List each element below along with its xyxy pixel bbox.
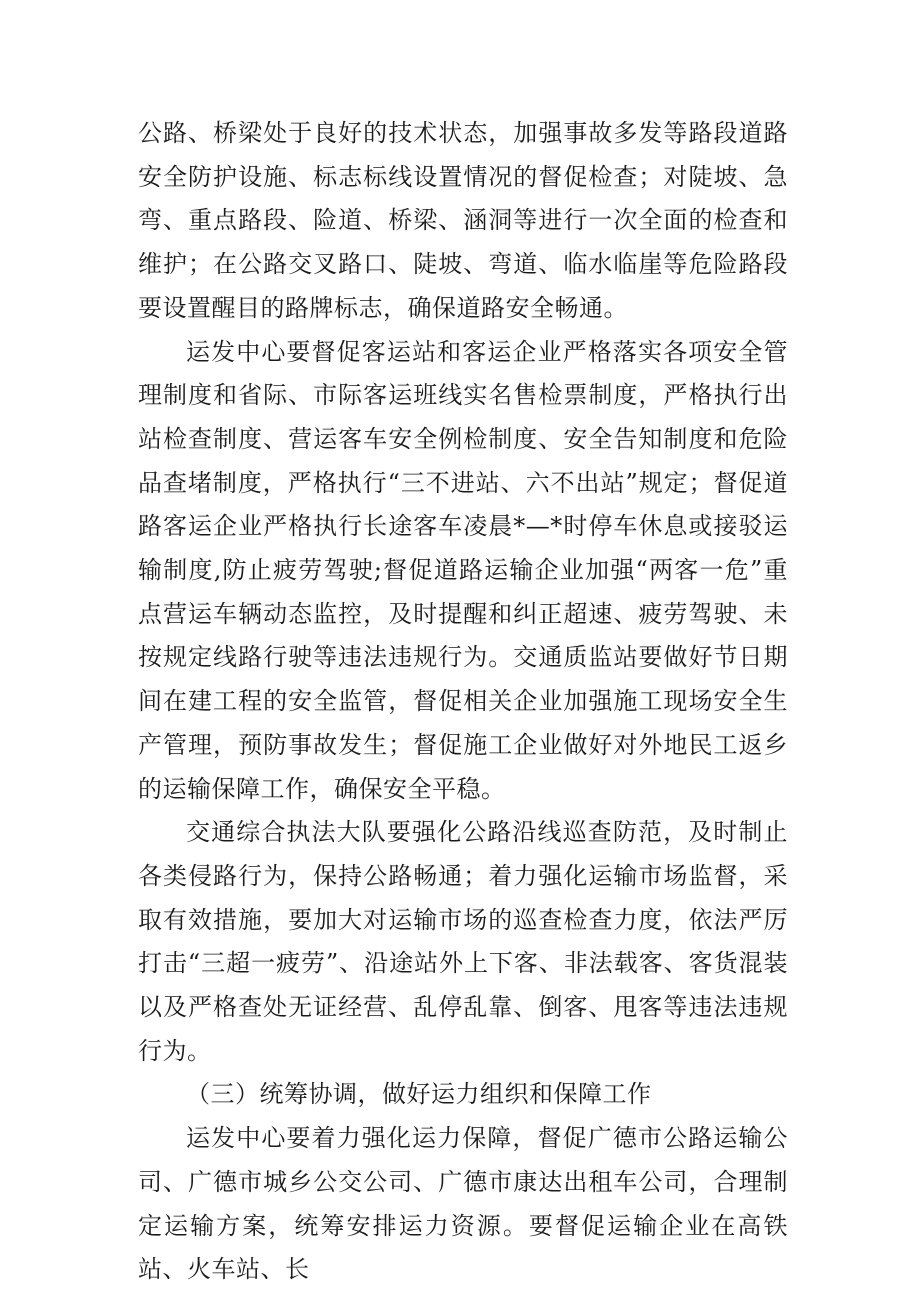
document-body	[138, 112, 788, 1292]
section-heading: （三）统筹协调，做好运力组织和保障工作	[186, 1080, 652, 1109]
paragraph-passenger-transport-safety: 运发中心要督促客运站和客运企业严格落实各项安全管理制度和省际、市际客运班线实名售检票制度，严格执行出站检查制度、营运客车安全例检制度、安全告知制度和危险品查堵制度，严格执行“三不进站、六不出站”规定；督促道路客运企业严格执行长途客车凌晨*—*时停车休息或接驳运输制度,防止疲劳驾驶;督促道路运输企业加强“两客一危”重点营运车辆动态监控，及时提醒和纠正超速、疲劳驾驶、未按规定线路行驶等违法违规行为。交通质监站要做好节日期间在建工程的安全监管，督促相关企业加强施工现场安全生产管理，预防事故发生；督促施工企业做好对外地民工返乡的运输保障工作，确保安全平稳。	[138, 337, 788, 803]
paragraph-road-bridge-maintenance: 公路、桥梁处于良好的技术状态，加强事故多发等路段道路安全防护设施、标志标线设置情况的督促检查；对陡坡、急弯、重点路段、险道、桥梁、涵洞等进行一次全面的检查和维护；在公路交叉路口、陡坡、弯道、临水临崖等危险路段要设置醒目的路牌标志，确保道路安全畅通。	[138, 119, 788, 322]
paragraph-law-enforcement-patrol: 交通综合执法大队要强化公路沿线巡查防范，及时制止各类侵路行为，保持公路畅通；着力强化运输市场监督，采取有效措施，要加大对运输市场的巡查检查力度，依法严厉打击“三超一疲劳”、沿途站外上下客、非法载客、客货混装以及严格查处无证经营、乱停乱靠、倒客、甩客等违法违规行为。	[138, 818, 788, 1065]
paragraph-capacity-guarantee: 运发中心要着力强化运力保障，督促广德市公路运输公司、广德市城乡公交公司、广德市康达出租车公司，合理制定运输方案，统筹安排运力资源。要督促运输企业在高铁站、火车站、长	[138, 1124, 788, 1284]
